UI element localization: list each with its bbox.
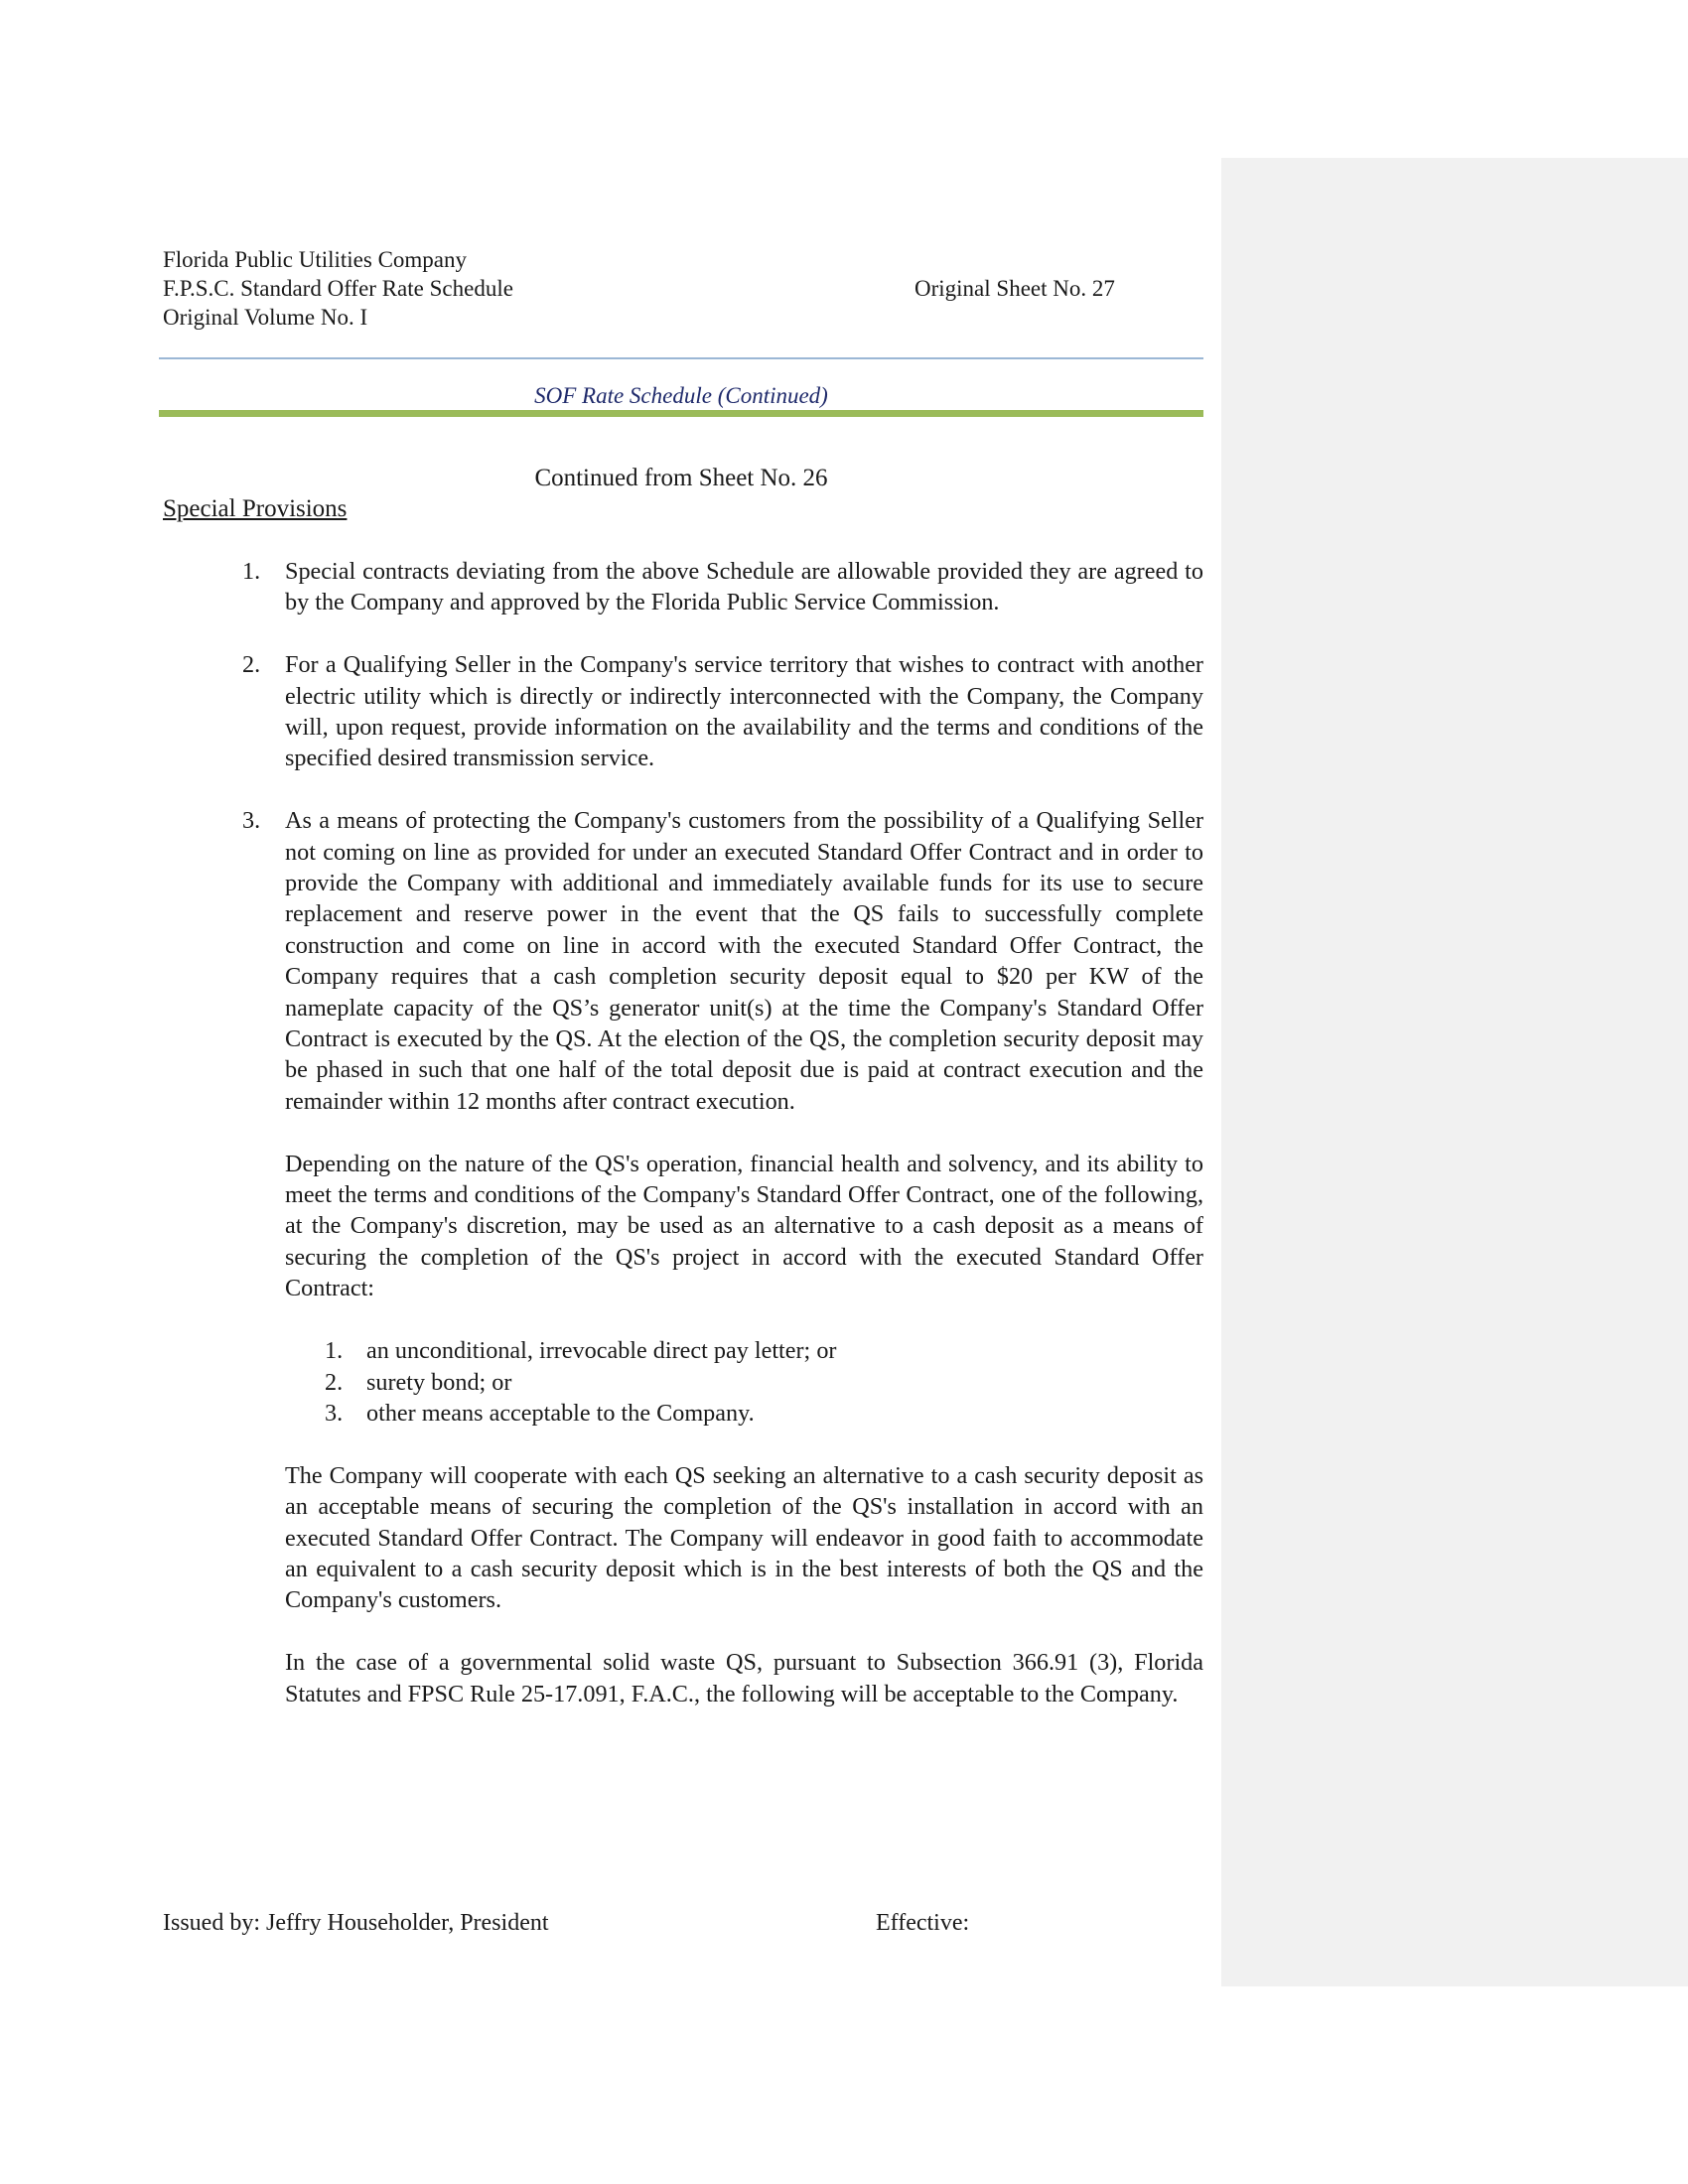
provision-item [163,649,1203,774]
header-left [163,245,513,332]
continued-from: Continued from Sheet No. 26 [534,465,828,491]
provision-number: 1. [242,558,261,585]
alternative-number: 1. [325,1337,344,1365]
schedule-title: SOF Rate Schedule (Continued) [534,383,828,408]
effective-date-label: Effective: [876,1910,970,1936]
issued-by: Issued by: Jeffry Householder, President [163,1910,549,1936]
provision-number: 2. [242,651,261,679]
paragraph-alternatives-intro: Depending on the nature of the QS's operation, financial health and solvency, and its ability to meet the terms and conditions of the Company's Standard Offer Contract, one of the following, at the Company's discretion, may be used as an alternative to a cash deposit as a means of securing the completion of the QS's project in accord with the executed Standard Offer Contract: [285,1150,1203,1302]
provision-text: Special contracts deviating from the above Schedule are allowable provided they are agreed to by the Company and approved by the Florida Public Service Commission. [285,558,1203,616]
section-heading: Special Provisions [163,495,348,522]
alternatives-list [163,1335,1203,1429]
provision-text: As a means of protecting the Company's customers from the possibility of a Qualifying Seller not coming on line as provided for under an executed Standard Offer Contract and in order to provide the Company with additional and immediately available funds for its use to secure replacement and reserve power in the event that the QS fails to successfully complete construction and come on line in accord with the executed Standard Offer Contract, the Company requires that a cash completion security deposit equal to $20 per KW of the nameplate capacity of the QS’s generator unit(s) at the time the Company's Standard Offer Contract is executed by the QS. At the election of the QS, the completion security deposit may be phased in such that one half of the total deposit due is paid at contract execution and the remainder within 12 months after contract execution. [285,807,1203,1115]
alternative-text: an unconditional, irrevocable direct pay letter; or [366,1337,837,1365]
alternative-text: other means acceptable to the Company. [366,1399,755,1427]
schedule-name: F.P.S.C. Standard Offer Rate Schedule [163,276,513,301]
paragraph-cooperation: The Company will cooperate with each QS seeking an alternative to a cash security deposit as an acceptable means of securing the completion of the QS's installation in accord with an executed Standard Offer Contract. The Company will endeavor in good faith to accommodate an equivalent to a cash security deposit which is in the best interests of both the QS and the Company's customers. [285,1461,1203,1614]
provision-item [163,556,1203,618]
sheet-number: Original Sheet No. 27 [914,276,1115,301]
header-divider [159,357,1203,359]
alternative-number: 3. [325,1399,344,1427]
volume-number: Original Volume No. I [163,305,368,330]
alternative-item [163,1398,1203,1429]
provisions-body [163,556,1203,1740]
alternative-item [163,1367,1203,1398]
alternative-item [163,1335,1203,1366]
alternative-number: 2. [325,1368,344,1396]
provision-number: 3. [242,807,261,835]
comment-margin-pane [1221,158,1688,1986]
provision-item [163,805,1203,1117]
alternative-text: surety bond; or [366,1368,512,1396]
paragraph-governmental-qs: In the case of a governmental solid waste QS, pursuant to Subsection 366.91 (3), Florida Statutes and FPSC Rule 25-17.091, F.A.C., the following will be acceptable to the Company. [285,1649,1203,1707]
provision-text: For a Qualifying Seller in the Company's service territory that wishes to contract with another electric utility which is directly or indirectly interconnected with the Company, the Company will, upon request, provide information on the availability and the terms and conditions of the specified desired transmission service. [285,651,1203,772]
title-underline-rule [159,410,1203,417]
company-name: Florida Public Utilities Company [163,247,468,272]
